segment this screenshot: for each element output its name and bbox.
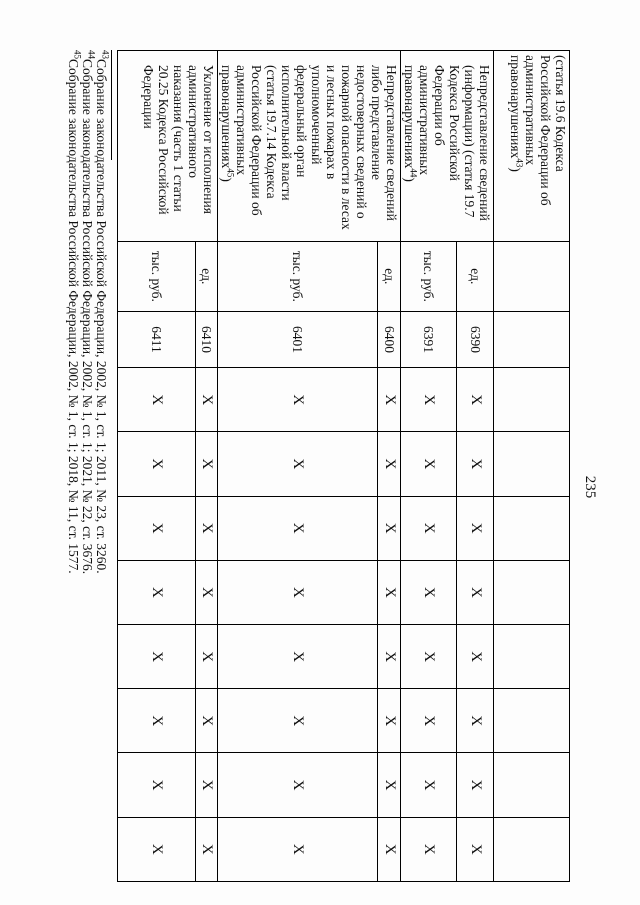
footnote xyxy=(80,50,97,870)
mark-cell: X xyxy=(457,625,494,689)
page-number: 235 xyxy=(582,475,598,499)
table-row xyxy=(378,51,401,882)
mark-cell xyxy=(494,689,570,753)
mark-cell: X xyxy=(118,625,196,689)
code-cell xyxy=(494,311,570,367)
table-row xyxy=(494,51,570,882)
mark-cell: X xyxy=(218,560,378,624)
mark-cell: X xyxy=(378,560,401,624)
row-name-text: Непредставление сведений либо представление недостоверных сведений о пожарной опасности в лесах и лесных пожарах в уполномоченный федеральный орган исполнительной власти (статья 19.7.14 Кодекса Российской Федерации об административных правонарушениях xyxy=(219,65,399,230)
mark-cell: X xyxy=(118,432,196,496)
mark-cell: X xyxy=(218,817,378,881)
footnote-ref: 45 xyxy=(225,168,236,178)
footnote-rule xyxy=(111,50,112,160)
mark-cell: X xyxy=(401,496,457,560)
code-cell: 6410 xyxy=(196,311,218,367)
mark-cell: X xyxy=(401,817,457,881)
mark-cell: X xyxy=(378,368,401,432)
footnotes xyxy=(66,50,111,870)
unit-cell: ед. xyxy=(457,241,494,311)
footnote-number: 43 xyxy=(100,50,111,59)
code-cell: 6390 xyxy=(457,311,494,367)
mark-cell: X xyxy=(378,625,401,689)
mark-cell: X xyxy=(457,689,494,753)
mark-cell: X xyxy=(401,368,457,432)
mark-cell: X xyxy=(401,625,457,689)
mark-cell: X xyxy=(378,496,401,560)
mark-cell: X xyxy=(401,560,457,624)
unit-cell: ед. xyxy=(196,241,218,311)
footnote-number: 45 xyxy=(72,50,83,59)
mark-cell: X xyxy=(118,753,196,817)
unit-cell: тыс. руб. xyxy=(401,241,457,311)
mark-cell xyxy=(494,753,570,817)
footnote xyxy=(94,50,111,870)
footnote-text: Собрание законодательства Российской Федерации, 2002, № 1, ст. 1; 2018, № 11, ст. 1577. xyxy=(66,59,81,574)
mark-cell: X xyxy=(196,496,218,560)
row-name: Непредставление сведений либо представление недостоверных сведений о пожарной опасности в лесах и лесных пожарах в уполномоченный федеральный орган исполнительной власти (статья 19.7.14 Кодекса Российской Федерации об административных правонарушениях$^{45}$) xyxy=(218,51,401,242)
mark-cell: X xyxy=(218,753,378,817)
mark-cell: X xyxy=(196,625,218,689)
mark-cell: X xyxy=(118,368,196,432)
unit-cell: ед. xyxy=(378,241,401,311)
mark-cell xyxy=(494,432,570,496)
mark-cell: X xyxy=(196,368,218,432)
table-body xyxy=(118,51,570,882)
mark-cell: X xyxy=(378,689,401,753)
mark-cell: X xyxy=(457,432,494,496)
mark-cell xyxy=(494,560,570,624)
footnote-text: Собрание законодательства Российской Федерации, 2002, № 1, ст. 1; 2021, № 22, ст. 3676. xyxy=(80,59,95,575)
mark-cell: X xyxy=(457,817,494,881)
mark-cell: X xyxy=(457,753,494,817)
mark-cell: X xyxy=(457,496,494,560)
code-cell: 6391 xyxy=(401,311,457,367)
mark-cell: X xyxy=(378,432,401,496)
unit-cell: тыс. руб. xyxy=(118,241,196,311)
table-row xyxy=(457,51,494,882)
unit-cell xyxy=(494,241,570,311)
mark-cell: X xyxy=(218,432,378,496)
row-name-text: Непредставление сведений (информации) (статья 19.7 Кодекса Российской Федерации об административных правонарушениях xyxy=(402,65,492,221)
footnote xyxy=(66,50,83,870)
report-table xyxy=(117,50,570,882)
mark-cell: X xyxy=(118,496,196,560)
mark-cell: X xyxy=(218,368,378,432)
mark-cell xyxy=(494,625,570,689)
row-name-text: (статья 19.6 Кодекса Российской Федерации об административных правонарушениях xyxy=(508,55,568,206)
row-name xyxy=(118,51,218,242)
mark-cell: X xyxy=(401,753,457,817)
mark-cell: X xyxy=(118,817,196,881)
mark-cell: X xyxy=(118,689,196,753)
code-cell: 6411 xyxy=(118,311,196,367)
footnote-text: Собрание законодательства Российской Федерации, 2002, № 1, ст. 1; 2011, № 23, ст. 3260. xyxy=(94,59,109,574)
mark-cell: X xyxy=(457,560,494,624)
mark-cell xyxy=(494,817,570,881)
mark-cell: X xyxy=(218,689,378,753)
code-cell: 6401 xyxy=(218,311,378,367)
mark-cell: X xyxy=(218,625,378,689)
mark-cell: X xyxy=(196,560,218,624)
mark-cell: X xyxy=(196,817,218,881)
mark-cell: X xyxy=(457,368,494,432)
mark-cell: X xyxy=(378,753,401,817)
row-name: (статья 19.6 Кодекса Российской Федерации об административных правонарушениях$^{43}$) xyxy=(494,51,570,242)
mark-cell: X xyxy=(118,560,196,624)
mark-cell: X xyxy=(196,432,218,496)
footnote-ref: 43 xyxy=(514,158,525,168)
mark-cell: X xyxy=(401,432,457,496)
mark-cell: X xyxy=(401,689,457,753)
footnote-ref: 44 xyxy=(408,168,419,178)
code-cell: 6400 xyxy=(378,311,401,367)
mark-cell: X xyxy=(218,496,378,560)
row-name: Непредставление сведений (информации) (статья 19.7 Кодекса Российской Федерации об административных правонарушениях$^{44}$) xyxy=(401,51,494,242)
footnote-number: 44 xyxy=(86,50,97,59)
mark-cell: X xyxy=(378,817,401,881)
mark-cell xyxy=(494,496,570,560)
mark-cell xyxy=(494,368,570,432)
unit-cell: тыс. руб. xyxy=(218,241,378,311)
mark-cell: X xyxy=(196,689,218,753)
table-row xyxy=(196,51,218,882)
row-name-text: Уклонение от исполнения административного наказания (часть 1 статьи 20.25 Кодекса Российской Федерации xyxy=(141,65,216,215)
mark-cell: X xyxy=(196,753,218,817)
